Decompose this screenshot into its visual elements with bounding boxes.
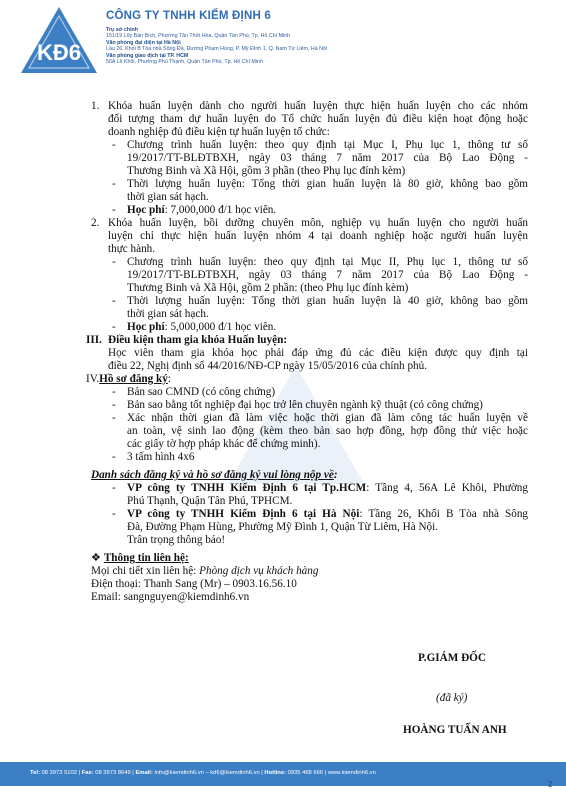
contact-prefix: Mọi chi tiết xin liên hệ: (91, 565, 200, 577)
contact-email: Email: sangnguyen@kiemdinh6.vn (91, 591, 250, 603)
section3-title: Điều kiện tham gia khóa Huấn luyện: (108, 334, 288, 346)
thanks-text: Trân trọng thông báo! (127, 534, 226, 546)
contact-bullet-icon: ❖ (91, 552, 102, 564)
item2-line: luyện chỉ thực hiện huấn luyện nhóm 4 tại doanh nghiệp hoặc người huấn luyện (108, 230, 528, 242)
confirm-line: các giấy tờ hợp pháp khác để chứng minh). (127, 438, 321, 450)
hn-office-addr2: Đà, Đường Phạm Hùng, Phường Mỹ Đình 1, Quận Từ Liêm, Hà Nội. (127, 521, 439, 533)
company-logo (20, 6, 98, 74)
item2-program-line: 19/2017/TT-BLĐTBXH, ngày 03 tháng 7 năm 2017 của Bộ Lao Động - (127, 269, 528, 281)
confirm-line: Xác nhận thời gian đã làm việc hoặc thời gian đã làm công tác huấn luyện về (127, 412, 528, 424)
document-item: Bản sao bằng tốt nghiệp đại học trở lên chuyên ngành kỹ thuật (có công chứng) (127, 399, 483, 411)
item2-duration-line: Thời lượng huấn luyện: Tổng thời gian huấn luyện là 40 giờ, không bao gồm (127, 295, 528, 307)
fee-label: Học phí (127, 321, 165, 333)
hcm-office-line (127, 482, 528, 495)
company-name: CÔNG TY TNHH KIỂM ĐỊNH 6 (106, 10, 271, 22)
photo-item: 3 tấm hình 4x6 (127, 451, 195, 463)
hanoi-office-address: Lầu 26, Khối B Tòa nhà Sông Đà, Đường Phạm Hùng, P. Mỹ Đình 1, Q. Nam Từ Liêm, Hà Nội (106, 46, 328, 52)
item1-program-line: Chương trình huấn luyện: theo quy định tại Mục I, Phụ lục 1, thông tư số (127, 139, 528, 151)
item1-program-line: Thương Binh và Xã Hội, gồm 3 phần (theo Phụ lục đính kèm) (127, 165, 406, 177)
footer-hotline: 0935 468 666 | (285, 770, 328, 776)
item2-program-line: Chương trình huấn luyện: theo quy định tại Mục II, Phụ lục 1, thông tư số (127, 256, 528, 268)
hcm-office-address: 56A Lê Khôi, Phường Phú Thạnh, Quận Tân Phú, Tp. Hồ Chí Minh (106, 59, 263, 65)
section4-heading (86, 373, 171, 386)
footer-contact (30, 770, 376, 776)
signature-position: P.GIÁM ĐỐC (418, 652, 486, 664)
item1-number: 1. (91, 100, 100, 112)
bullet-dash: - (112, 386, 116, 398)
contact-line (91, 565, 318, 578)
hcm-office-addr2: Phú Thạnh, Quận Tân Phú, TPHCM. (127, 495, 293, 507)
bullet-dash: - (112, 295, 116, 307)
bullet-dash: - (112, 178, 116, 190)
item1-duration-line: thời gian sát hạch. (127, 191, 209, 203)
fee-value: : 5,000,000 đ/1 học viên. (164, 321, 277, 333)
confirm-line: an toàn, vệ sinh lao động (kèm theo bản sao hợp đồng, hợp đồng thử việc hoặc (127, 425, 528, 437)
item2-line: thực hành. (108, 243, 156, 255)
footer-email: info@kiemdinh6.vn – kd6@kiemdinh6.vn | (152, 770, 265, 776)
item1-line: doanh nghiệp đủ điều kiện tự huấn luyện tổ chức: (108, 126, 330, 138)
footer-tel: 08 3973 5102 | (39, 770, 82, 776)
bullet-dash: - (112, 508, 116, 520)
item1-line: đối tượng tham dự huấn luyện do Tổ chức huấn luyện đủ điều kiện hoạt động hoặc (108, 113, 528, 125)
bullet-dash: - (112, 139, 116, 151)
item1-program-line: 19/2017/TT-BLĐTBXH, ngày 03 tháng 7 năm 2017 của Bộ Lao Động - (127, 152, 528, 164)
bullet-dash: - (112, 482, 116, 494)
item2-number: 2. (91, 217, 100, 229)
page-number: 2 (548, 780, 553, 789)
footer-website: www.kiemdinh6.vn (327, 770, 376, 776)
bullet-dash: - (112, 256, 116, 268)
hn-office-name: VP công ty TNHH Kiểm Định 6 tại Hà Nội (127, 508, 360, 520)
hanoi-office-label: Văn phòng đại diện tại Hà Nội (106, 40, 181, 46)
footer-fax-label: Fax: (81, 770, 94, 776)
footer-email-label: Email: (135, 770, 153, 776)
signature-signed: (đã ký) (436, 692, 468, 704)
bullet-dash: - (112, 451, 116, 463)
hn-office-addr: : Tầng 26, Khối B Tòa nhà Sông (359, 508, 529, 520)
footer-hotline-label: Hotline: (264, 770, 286, 776)
hcm-office-name: VP công ty TNHH Kiểm Định 6 tại Tp.HCM (127, 482, 367, 494)
contact-heading (91, 552, 189, 565)
item2-fee (127, 321, 276, 334)
head-office-label: Trụ sở chính (106, 27, 139, 33)
bullet-dash: - (112, 204, 116, 216)
footer-fax: 08 3973 8649 | (93, 770, 136, 776)
fee-label: Học phí (127, 204, 165, 216)
item2-duration-line: thời gian sát hạch. (127, 308, 209, 320)
section4-colon: : (167, 373, 171, 385)
hcm-office-addr: : Tầng 4, 56A Lê Khôi, Phường (366, 482, 528, 494)
item2-line: Khóa huấn luyện, bồi dưỡng chuyên môn, nghiệp vụ huấn luyện cho người huấn (108, 217, 528, 229)
footer-tel-label: Tel: (30, 770, 40, 776)
section4-title: Hồ sơ đăng ký (99, 373, 168, 385)
item1-line: Khóa huấn luyện dành cho người huấn luyện thực hiện huấn luyện cho các nhóm (108, 100, 528, 112)
submit-colon: : (333, 469, 338, 481)
section3-line: Học viên tham gia khóa học phải đáp ứng đủ các điều kiện được quy định tại (108, 347, 528, 359)
submit-heading (91, 469, 338, 482)
document-item: Bản sao CMND (có công chứng) (127, 386, 276, 398)
hcm-office-label: Văn phòng giao dịch tại TP. HCM (106, 53, 189, 59)
contact-dept: Phòng dịch vụ khách hàng (199, 565, 319, 577)
section4-number: IV. (86, 373, 100, 385)
contact-phone: Điện thoại: Thanh Sang (Mr) – 0903.16.56.10 (91, 578, 297, 590)
signature-name: HOÀNG TUẤN ANH (403, 724, 507, 736)
section3-line: điều 22, Nghị định số 44/2016/NĐ-CP ngày 15/05/2016 của chính phủ. (108, 360, 428, 372)
item2-program-line: Thương Binh và Xã Hội, gồm 2 phần: (theo Phụ lục đính kèm) (127, 282, 409, 294)
bullet-dash: - (112, 399, 116, 411)
item1-fee (127, 204, 276, 217)
bullet-dash: - (112, 412, 116, 424)
section3-number: III. (86, 334, 102, 346)
head-office-address: 151/19 Lũy Bán Bích, Phường Tân Thới Hòa, Quận Tân Phú, Tp. Hồ Chí Minh (106, 33, 291, 39)
item1-duration-line: Thời lượng huấn luyện: Tổng thời gian huấn luyện là 80 giờ, không bao gồm (127, 178, 528, 190)
logo-text: KĐ6 (36, 40, 82, 65)
submit-title: Danh sách đăng ký và hồ sơ đăng ký vui lòng nộp về (91, 469, 334, 481)
hn-office-line (127, 508, 528, 521)
bullet-dash: - (112, 321, 116, 333)
fee-value: : 7,000,000 đ/1 học viên. (164, 204, 277, 216)
contact-title: Thông tin liên hệ: (103, 552, 189, 564)
